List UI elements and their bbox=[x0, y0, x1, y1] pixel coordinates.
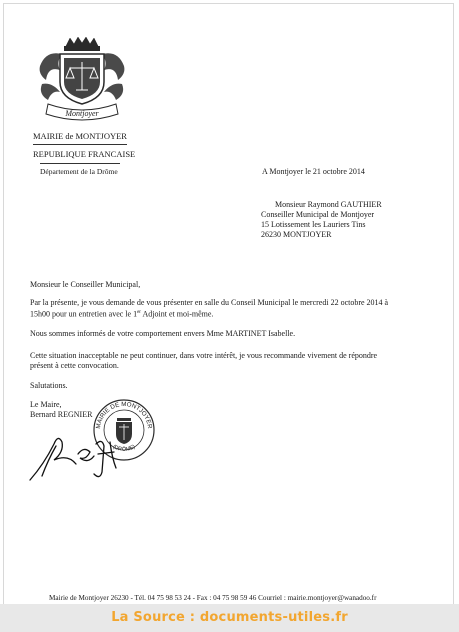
paragraph-2: Nous sommes informés de votre comportement envers Mme MARTINET Isabelle. bbox=[30, 329, 296, 338]
paragraph-1-text: 15h00 pour un entretien avec le 1 bbox=[30, 309, 138, 319]
recipient-address: 15 Lotissement les Lauriers Tins bbox=[261, 220, 366, 229]
mairie-header: MAIRIE de MONTJOYER bbox=[33, 131, 127, 141]
closing: Salutations. bbox=[30, 381, 68, 390]
date-line: A Montjoyer le 21 octobre 2014 bbox=[262, 167, 365, 176]
header-divider-1 bbox=[33, 144, 127, 145]
recipient-name: Monsieur Raymond GAUTHIER bbox=[275, 200, 382, 209]
ordinal-superscript: er bbox=[137, 310, 141, 315]
recipient-city: 26230 MONTJOYER bbox=[261, 230, 332, 239]
departement-header: Département de la Drôme bbox=[40, 167, 118, 176]
salutation: Monsieur le Conseiller Municipal, bbox=[30, 280, 141, 289]
seal-top-text: MAIRIE DE MONTJOYER bbox=[94, 400, 154, 430]
republique-header: REPUBLIQUE FRANCAISE bbox=[33, 149, 136, 159]
paragraph-1-line-1: Par la présente, je vous demande de vous présenter en salle du Conseil Municipal le mercredi 22 octobre 2014 à bbox=[30, 298, 389, 307]
recipient-title: Conseiller Municipal de Montjoyer bbox=[261, 210, 375, 219]
source-link[interactable]: La Source : documents-utiles.fr bbox=[111, 610, 348, 625]
signatory-name: Bernard REGNIER bbox=[30, 410, 93, 419]
paragraph-3-line-2: présent à cette convocation. bbox=[30, 361, 119, 370]
signatory-title: Le Maire, bbox=[30, 400, 62, 409]
paragraph-3-line-1: Cette situation inacceptable ne peut continuer, dans votre intérêt, je vous recommande vivement de répondre bbox=[30, 351, 378, 360]
seal-bottom-text: (DRÔME) bbox=[111, 444, 137, 453]
coat-of-arms-logo bbox=[36, 36, 128, 122]
handwritten-signature bbox=[24, 424, 137, 484]
paragraph-1-text-end: Adjoint et moi-même. bbox=[140, 309, 214, 319]
footer-contact: Mairie de Montjoyer 26230 - Tél. 04 75 98 53 24 - Fax : 04 75 98 59 46 Courriel : mairie.montjoyer@wanadoo.fr bbox=[49, 594, 377, 602]
paragraph-1-line-2 bbox=[30, 308, 213, 320]
header-divider-2 bbox=[40, 163, 120, 164]
crest-banner-text: Montjoyer bbox=[65, 109, 99, 118]
